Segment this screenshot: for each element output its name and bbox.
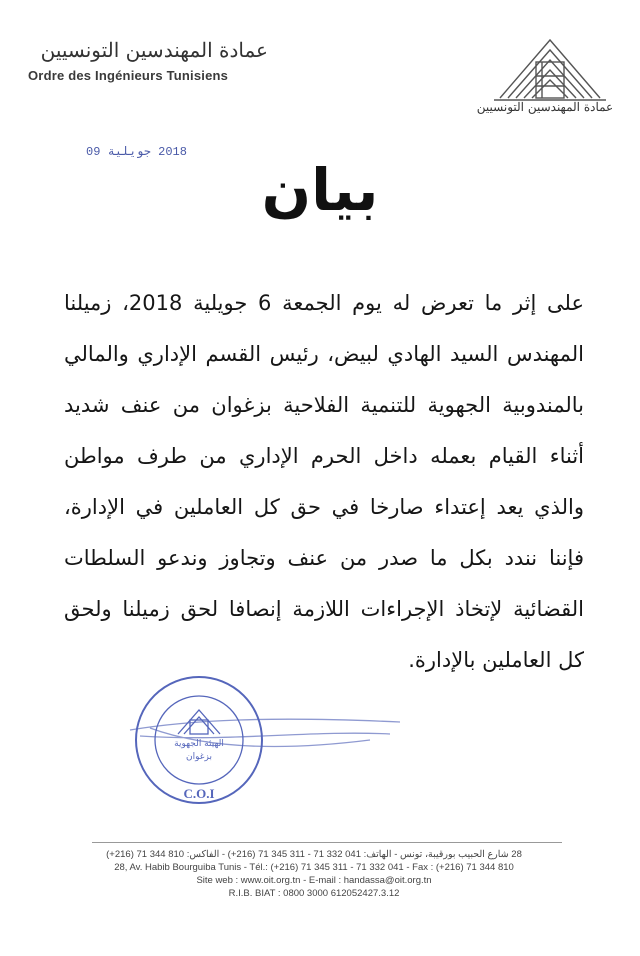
date-stamp: 2018 جويلية 09: [86, 145, 187, 159]
official-seal-icon: [132, 672, 266, 810]
footer-divider: [92, 842, 562, 843]
logo-caption: عمادة المهندسين التونسيين: [476, 100, 614, 114]
seal-center-line2: بزغوان: [186, 752, 212, 762]
org-name-french: Ordre des Ingénieurs Tunisiens: [28, 68, 229, 83]
org-name-arabic: عمادة المهندسين التونسيين: [40, 38, 268, 62]
seal-bottom-text: C.O.I: [183, 786, 215, 801]
statement-body: على إثر ما تعرض له يوم الجمعة 6 جويلية 2018، زميلنا المهندس السيد الهادي لبيض، رئيس القسم الإداري والمالي بالمندوبية الجهوية للتنمية الفلاحية بزغوان من عنف شديد أثناء القيام بعمله داخل الحرم الإداري من طرف مواطن والذي يعد إعتداء صارخا في حق كل العاملين في الإدارة، فإننا نندد بكل ما صدر من عنف وتجاوز وندعو السلطات القضائية لإتخاذ الإجراءات اللازمة إنصافا لحق زميلنا ولحق كل العاملين بالإدارة.: [64, 291, 584, 672]
document-title: بيان: [261, 156, 379, 224]
footer-address-french: 28, Av. Habib Bourguiba Tunis - Tél.: (+216) 71 345 311 - 71 332 041 - Fax : (+216) 71 344 810: [114, 862, 514, 873]
footer-rib: R.I.B. BIAT : 0800 3000 612052427.3.12: [228, 888, 400, 899]
footer-web: Site web : www.oit.org.tn - E-mail : handassa@oit.org.tn: [196, 875, 432, 886]
letterhead: [28, 38, 268, 83]
footer: [80, 848, 548, 900]
footer-address-arabic: 28 شارع الحبيب بورقيبة، تونس - الهاتف: 041 332 71 - 311 345 71 (216+) - الفاكس: 810 344 71 (216+): [106, 849, 522, 860]
seal-center-line1: الهيئة الجهوية: [174, 739, 224, 749]
